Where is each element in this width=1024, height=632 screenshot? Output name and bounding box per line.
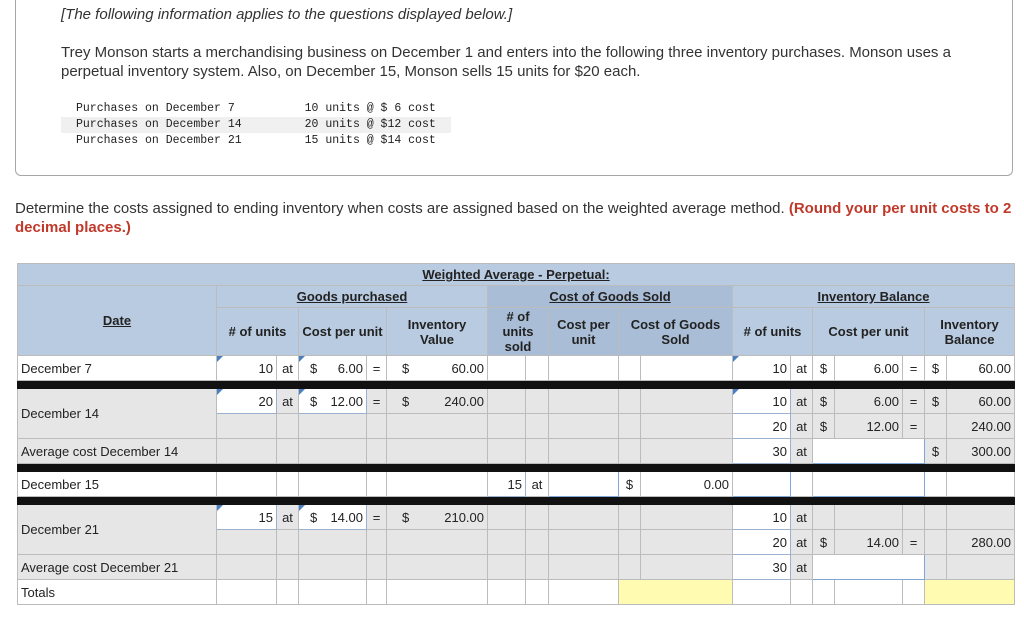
inv-cost-per-unit: 6.00 <box>835 389 903 414</box>
inv-balance: 240.00 <box>947 414 1015 439</box>
inv-balance: 60.00 <box>947 389 1015 414</box>
inv-cost-per-unit-input[interactable]: 6.00 <box>835 356 903 381</box>
col-cost-per-unit: Cost per unit <box>299 308 387 356</box>
row-december-7: December 7 10 at $ 6.00 = $ 60.00 10 at $ 6.00 = $ 60.00 <box>18 356 1015 381</box>
col-date: Date <box>18 286 217 356</box>
col-inv-units: # of units <box>733 308 813 356</box>
purchase-row: Purchases on December 21 15 units @ $14 cost <box>76 134 436 147</box>
inv-units-input[interactable]: 30 <box>733 439 791 464</box>
purchase-row: Purchases on December 7 10 units @ $ 6 cost <box>76 102 436 115</box>
inv-cost-per-unit: 14.00 <box>835 530 903 555</box>
col-inventory-value: Inventory Value <box>387 308 488 356</box>
col-cogs: Cost of Goods Sold <box>619 308 733 356</box>
row-average-cost-december-14: Average cost December 14 30 at $ 300.00 <box>18 439 1015 464</box>
inv-units-input[interactable]: 20 <box>733 414 791 439</box>
avg-cost-per-unit-input[interactable] <box>813 439 925 464</box>
units-input[interactable]: 15 <box>217 505 277 530</box>
purchases-table <box>61 101 451 149</box>
inventory-value: $ 60.00 <box>387 356 488 381</box>
inv-units-input[interactable] <box>733 472 791 497</box>
group-goods-purchased: Goods purchased <box>217 286 488 308</box>
total-inventory-balance-input[interactable] <box>925 580 1015 605</box>
col-units-sold: # of units sold <box>488 308 549 356</box>
rounding-instruction: (Round your per unit costs to 2 decimal places.) <box>15 200 1012 236</box>
purchase-row: Purchases on December 14 20 units @ $12 cost <box>61 117 451 133</box>
inv-cost-per-unit-input[interactable] <box>813 472 925 497</box>
group-cogs: Cost of Goods Sold <box>488 286 733 308</box>
inv-units-input[interactable]: 20 <box>733 530 791 555</box>
table-title: Weighted Average - Perpetual: <box>18 264 1015 286</box>
problem-intro: Trey Monson starts a merchandising business on December 1 and enters into the following three inventory purchases. Monson uses a perpetual inventory system. Also, on December 15, Monson sells 15 units for $20 each. <box>61 44 951 80</box>
inv-units-input[interactable]: 30 <box>733 555 791 580</box>
inv-units-input[interactable]: 10 <box>733 356 791 381</box>
avg-cost-per-unit-input[interactable] <box>813 555 925 580</box>
info-panel <box>15 0 1013 176</box>
total-cogs-input[interactable] <box>619 580 733 605</box>
cost-per-unit-input[interactable]: $ 14.00 <box>299 505 367 530</box>
cogs-cost-per-unit-input[interactable] <box>549 472 619 497</box>
col-inv-balance: Inventory Balance <box>925 308 1015 356</box>
row-average-cost-december-21: Average cost December 21 30 at <box>18 555 1015 580</box>
cost-per-unit-input[interactable]: $ 6.00 <box>299 356 367 381</box>
inv-units-input[interactable]: 10 <box>733 505 791 530</box>
info-note: [The following information applies to the questions displayed below.] <box>61 6 513 23</box>
weighted-average-table <box>17 263 1015 605</box>
cogs-value: 0.00 <box>641 472 733 497</box>
row-totals: Totals <box>18 580 1015 605</box>
inv-balance: 300.00 <box>947 439 1015 464</box>
col-cogs-cost-per-unit: Cost per unit <box>549 308 619 356</box>
question-text: Determine the costs assigned to ending inventory when costs are assigned based on the weighted average method. (Round your per unit costs to 2 decimal places.) <box>15 200 1012 236</box>
row-december-15: December 15 15 at $ 0.00 <box>18 472 1015 497</box>
units-sold-input[interactable]: 15 <box>488 472 526 497</box>
inv-cost-per-unit: 12.00 <box>835 414 903 439</box>
row-december-21: December 21 15 at $ 14.00 = $ 210.00 10 at <box>18 505 1015 530</box>
col-inv-cost-per-unit: Cost per unit <box>813 308 925 356</box>
col-units: # of units <box>217 308 299 356</box>
units-input[interactable]: 20 <box>217 389 277 414</box>
row-december-21b: 20 at $ 14.00 = 280.00 <box>18 530 1015 555</box>
inv-balance: 60.00 <box>947 356 1015 381</box>
inventory-value: $ 240.00 <box>387 389 488 414</box>
row-december-14b: 20 at $ 12.00 = 240.00 <box>18 414 1015 439</box>
row-december-14: December 14 20 at $ 12.00 = $ 240.00 10 at $ 6.00 = $ 60.00 <box>18 389 1015 414</box>
inv-units-input[interactable]: 10 <box>733 389 791 414</box>
inventory-value: $ 210.00 <box>387 505 488 530</box>
units-input[interactable]: 10 <box>217 356 277 381</box>
cost-per-unit-input[interactable]: $ 12.00 <box>299 389 367 414</box>
group-inventory-balance: Inventory Balance <box>733 286 1015 308</box>
inv-balance: 280.00 <box>947 530 1015 555</box>
